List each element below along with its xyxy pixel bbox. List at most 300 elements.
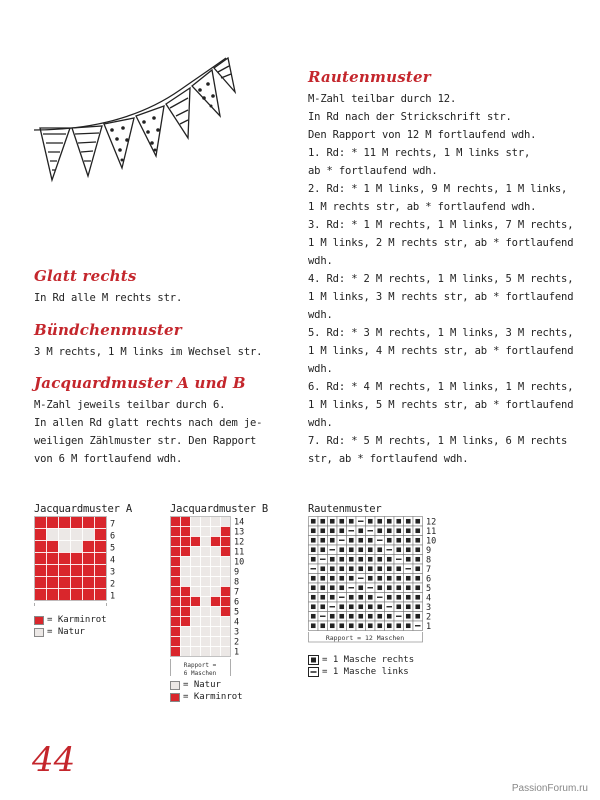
chart-b-row-label: 11 (234, 547, 245, 558)
chart-r-rechts-mark (406, 623, 411, 628)
chart-r-rechts-mark (368, 538, 373, 543)
chart-b-cell (191, 517, 201, 527)
chart-r-rechts-mark (415, 528, 420, 533)
text-line: 3. Rd: * 1 M rechts, 1 M links, 7 M rechts, (308, 219, 574, 231)
chart-b-row-label: 12 (234, 537, 245, 548)
chart-a-cell (59, 517, 71, 529)
chart-r-rechts-mark (377, 519, 382, 524)
text-line: 3 M rechts, 1 M links im Wechsel str. (34, 346, 263, 358)
chart-a-cell (95, 541, 107, 553)
chart-r-rechts-mark (358, 547, 363, 552)
chart-b-cell (221, 527, 231, 537)
legend-links-symbol (308, 667, 319, 677)
text-line: weiligen Zählmuster str. Den Rapport (34, 435, 257, 447)
rautenmuster-text (308, 90, 573, 468)
text-line: 5. Rd: * 3 M rechts, 1 M links, 3 M rechts, (308, 327, 574, 339)
legend-b-swatch-2 (170, 693, 180, 702)
chart-a-cell (35, 589, 47, 601)
chart-rautenmuster (308, 516, 478, 646)
chart-r-rechts-mark (396, 538, 401, 543)
chart-r-rechts-mark (387, 557, 392, 562)
chart-r-rechts-mark (387, 585, 392, 590)
chart-b-cell (191, 627, 201, 637)
chart-r-rechts-mark (339, 614, 344, 619)
legend-b-label-2: = Karminrot (183, 692, 243, 702)
chart-a-cell (71, 565, 83, 577)
chart-r-rechts-mark (368, 519, 373, 524)
chart-a-cell (71, 529, 83, 541)
chart-r-rechts-mark (330, 585, 335, 590)
chart-r-rechts-mark (320, 576, 325, 581)
text-line: 1. Rd: * 11 M rechts, 1 M links str, (308, 147, 531, 159)
chart-r-rechts-mark (339, 528, 344, 533)
text-line: Den Rapport von 12 M fortlaufend wdh. (308, 129, 537, 141)
chart-r-rechts-mark (320, 519, 325, 524)
chart-r-rechts-mark (358, 566, 363, 571)
chart-b-cell (171, 587, 181, 597)
chart-r-rechts-mark (406, 538, 411, 543)
chart-r-rechts-mark (377, 604, 382, 609)
chart-a-title: Jacquardmuster A (34, 503, 132, 515)
chart-r-rechts-mark (311, 557, 316, 562)
chart-b-cell (211, 597, 221, 607)
chart-b-rapport-label: Rapport = (183, 662, 217, 669)
chart-b-cell (221, 577, 231, 587)
chart-a-cell (47, 517, 59, 529)
chart-r-rechts-mark (415, 547, 420, 552)
chart-a-cell (95, 517, 107, 529)
chart-a-cell (71, 577, 83, 589)
chart-b-cell (171, 547, 181, 557)
legend-rechts-symbol (308, 655, 319, 665)
chart-r-rechts-mark (415, 538, 420, 543)
chart-r-rechts-mark (339, 585, 344, 590)
chart-r-rechts-mark (311, 528, 316, 533)
chart-r-rechts-mark (415, 585, 420, 590)
chart-r-rechts-mark (387, 595, 392, 600)
chart-r-rechts-mark (330, 557, 335, 562)
chart-r-rechts-mark (311, 623, 316, 628)
chart-r-rechts-mark (406, 585, 411, 590)
chart-a-cell (47, 589, 59, 601)
chart-b-row-label: 4 (234, 617, 240, 628)
chart-r-rechts-mark (330, 614, 335, 619)
text-line: wdh. (308, 417, 333, 429)
chart-b-cell (201, 567, 211, 577)
text-line: M-Zahl jeweils teilbar durch 6. (34, 399, 226, 411)
chart-r-rechts-mark (349, 538, 354, 543)
chart-r-row-label: 9 (426, 546, 432, 556)
chart-a-row-label: 2 (110, 579, 116, 590)
chart-a-cell (83, 553, 95, 565)
chart-r-rechts-mark (377, 547, 382, 552)
chart-b-cell (191, 537, 201, 547)
chart-r-rechts-mark (320, 595, 325, 600)
chart-jacquard-b (170, 516, 270, 676)
chart-r-rechts-mark (396, 547, 401, 552)
chart-b-cell (211, 557, 221, 567)
chart-a-cell (47, 541, 59, 553)
text-line: In Rd alle M rechts str. (34, 292, 183, 304)
chart-a-cell (47, 565, 59, 577)
chart-r-rechts-mark (377, 585, 382, 590)
chart-a-cell (35, 553, 47, 565)
chart-r-row-label: 1 (426, 622, 432, 632)
chart-r-rechts-mark (368, 576, 373, 581)
chart-a-cell (59, 577, 71, 589)
chart-r-row-label: 2 (426, 612, 432, 623)
chart-b-cell (211, 617, 221, 627)
chart-a-cell (71, 589, 83, 601)
chart-b-cell (221, 547, 231, 557)
chart-r-rechts-mark (396, 576, 401, 581)
chart-r-rechts-mark (339, 557, 344, 562)
chart-r-rechts-mark (396, 604, 401, 609)
chart-a-row-label: 3 (110, 567, 116, 578)
chart-b-title: Jacquardmuster B (170, 503, 268, 515)
chart-b-cell (171, 527, 181, 537)
chart-r-row-label: 4 (426, 593, 432, 604)
chart-a-row-label: 4 (110, 555, 116, 566)
chart-b-cell (201, 627, 211, 637)
legend-b-item-1 (170, 679, 243, 691)
chart-r-rechts-mark (377, 576, 382, 581)
buendchenmuster-text (34, 343, 262, 361)
chart-r-rechts-mark (377, 566, 382, 571)
chart-b-row-label: 6 (234, 597, 240, 608)
chart-r-rechts-mark (339, 623, 344, 628)
chart-a-cell (59, 565, 71, 577)
chart-a-cell (47, 577, 59, 589)
text-line: In Rd nach der Strickschrift str. (308, 111, 512, 123)
chart-b-cell (181, 517, 191, 527)
chart-r-rechts-mark (330, 595, 335, 600)
chart-b-cell (201, 577, 211, 587)
legend-a-label-1: = Karminrot (47, 615, 107, 625)
chart-a-cell (59, 541, 71, 553)
chart-r-title: Rautenmuster (308, 503, 382, 515)
chart-b-cell (181, 587, 191, 597)
jacquardmuster-heading: Jacquardmuster A und B (34, 374, 246, 392)
chart-b-cell (181, 527, 191, 537)
text-line: 1 M links, 4 M rechts str, ab * fortlaufend (308, 345, 574, 357)
chart-b-row-label: 10 (234, 557, 245, 568)
chart-r-rechts-mark (358, 528, 363, 533)
chart-r-rechts-mark (311, 585, 316, 590)
chart-r-row-label: 5 (426, 584, 432, 594)
chart-b-cell (211, 537, 221, 547)
chart-r-rechts-mark (406, 519, 411, 524)
text-line: wdh. (308, 309, 333, 321)
chart-b-cell (221, 597, 231, 607)
chart-b-cell (211, 607, 221, 617)
chart-r-rechts-mark (358, 623, 363, 628)
chart-r-rechts-mark (339, 604, 344, 609)
chart-a-cell (83, 565, 95, 577)
text-line: 2. Rd: * 1 M links, 9 M rechts, 1 M links, (308, 183, 568, 195)
chart-b-cell (211, 587, 221, 597)
chart-r-rechts-mark (377, 614, 382, 619)
text-line: 1 M links, 5 M rechts str, ab * fortlaufend (308, 399, 574, 411)
chart-r-rechts-mark (320, 604, 325, 609)
chart-r-rechts-mark (311, 547, 316, 552)
chart-r-rechts-mark (330, 519, 335, 524)
chart-r-rechts-mark (339, 576, 344, 581)
chart-r-rechts-mark (358, 585, 363, 590)
chart-r-rechts-mark (406, 528, 411, 533)
chart-b-cell (191, 527, 201, 537)
chart-r-rechts-mark (320, 585, 325, 590)
chart-b-cell (171, 627, 181, 637)
chart-a-cell (35, 541, 47, 553)
chart-b-cell (181, 637, 191, 647)
chart-b-cell (171, 617, 181, 627)
chart-r-rechts-mark (311, 614, 316, 619)
chart-r-rechts-mark (349, 623, 354, 628)
chart-b-cell (191, 587, 201, 597)
chart-r-rechts-mark (415, 566, 420, 571)
chart-b-cell (181, 647, 191, 657)
legend-b-swatch-1 (170, 681, 180, 690)
chart-b-cell (221, 617, 231, 627)
chart-a-cell (83, 541, 95, 553)
chart-b-row-label: 2 (234, 637, 240, 648)
chart-r-rechts-mark (396, 528, 401, 533)
chart-b-cell (211, 577, 221, 587)
text-line: 6. Rd: * 4 M rechts, 1 M links, 1 M rechts, (308, 381, 574, 393)
text-line: 1 M rechts str, ab * fortlaufend wdh. (308, 201, 537, 213)
chart-b-cell (181, 627, 191, 637)
chart-r-rechts-mark (349, 519, 354, 524)
chart-b-cell (221, 607, 231, 617)
legend-r-label-2: = 1 Masche links (322, 667, 409, 677)
chart-r-rechts-mark (311, 604, 316, 609)
buendchenmuster-heading: Bündchenmuster (34, 321, 182, 339)
chart-r-rechts-mark (330, 538, 335, 543)
chart-r-rechts-mark (415, 604, 420, 609)
chart-r-rechts-mark (387, 528, 392, 533)
chart-r-rechts-mark (349, 557, 354, 562)
chart-b-cell (171, 607, 181, 617)
chart-a-row-label: 5 (110, 543, 116, 554)
chart-b-cell (181, 537, 191, 547)
text-line: von 6 M fortlaufend wdh. (34, 453, 183, 465)
chart-r-rechts-mark (377, 528, 382, 533)
chart-a-cell (35, 565, 47, 577)
text-line: In allen Rd glatt rechts nach dem je- (34, 417, 263, 429)
chart-b-cell (221, 627, 231, 637)
chart-r-rechts-mark (396, 519, 401, 524)
chart-b-cell (201, 527, 211, 537)
chart-b-cell (201, 597, 211, 607)
chart-a-cell (95, 565, 107, 577)
chart-a-cell (71, 553, 83, 565)
chart-a-cell (59, 589, 71, 601)
chart-r-rechts-mark (368, 566, 373, 571)
chart-r-rechts-mark (387, 519, 392, 524)
legend-r-item-1 (308, 654, 414, 666)
chart-a-cell (83, 529, 95, 541)
chart-b-row-label: 1 (234, 647, 240, 658)
chart-r-rechts-mark (311, 519, 316, 524)
legend-a (34, 614, 107, 638)
chart-b-cell (201, 617, 211, 627)
chart-b-cell (221, 537, 231, 547)
chart-r-rechts-mark (330, 528, 335, 533)
chart-r-rechts-mark (415, 519, 420, 524)
chart-b-cell (211, 527, 221, 537)
legend-a-label-2: = Natur (47, 627, 85, 637)
chart-r-rechts-mark (349, 547, 354, 552)
chart-r-rechts-mark (320, 547, 325, 552)
chart-a-cell (71, 541, 83, 553)
chart-r-rechts-mark (406, 547, 411, 552)
chart-r-row-label: 11 (426, 527, 437, 537)
legend-b-label-1: = Natur (183, 680, 221, 690)
chart-a-cell (83, 577, 95, 589)
chart-r-rechts-mark (396, 566, 401, 571)
chart-b-cell (221, 567, 231, 577)
chart-r-rechts-mark (349, 566, 354, 571)
chart-r-rechts-mark (330, 566, 335, 571)
text-line: str, ab * fortlaufend wdh. (308, 453, 469, 465)
chart-b-cell (191, 607, 201, 617)
chart-b-cell (181, 547, 191, 557)
chart-b-row-label: 9 (234, 567, 240, 578)
chart-r-rechts-mark (339, 547, 344, 552)
watermark: PassionForum.ru (511, 783, 588, 794)
chart-a-cell (59, 553, 71, 565)
chart-r-rechts-mark (349, 614, 354, 619)
chart-b-cell (191, 597, 201, 607)
chart-r-rechts-mark (406, 604, 411, 609)
chart-r-rechts-mark (406, 595, 411, 600)
chart-r-rechts-mark (339, 566, 344, 571)
chart-b-cell (171, 577, 181, 587)
chart-r-rechts-mark (320, 528, 325, 533)
chart-b-cell (201, 517, 211, 527)
chart-r-rechts-mark (311, 538, 316, 543)
chart-r-rechts-mark (368, 604, 373, 609)
chart-r-rechts-mark (368, 547, 373, 552)
chart-a-cell (35, 517, 47, 529)
chart-b-row-label: 14 (234, 517, 245, 528)
chart-a-cell (71, 517, 83, 529)
chart-b-cell (181, 567, 191, 577)
chart-b-cell (221, 587, 231, 597)
chart-b-cell (211, 567, 221, 577)
text-line: M-Zahl teilbar durch 12. (308, 93, 457, 105)
chart-b-cell (201, 547, 211, 557)
chart-a-cell (95, 589, 107, 601)
chart-r-rechts-mark (415, 614, 420, 619)
chart-r-rechts-mark (358, 538, 363, 543)
bunting-illustration (30, 48, 240, 188)
chart-b-cell (201, 537, 211, 547)
chart-a-row-label: 6 (110, 531, 116, 542)
text-line: 4. Rd: * 2 M rechts, 1 M links, 5 M rechts, (308, 273, 574, 285)
chart-r-rechts-mark (368, 623, 373, 628)
chart-r-rechts-mark (406, 614, 411, 619)
chart-r-rechts-mark (415, 595, 420, 600)
chart-r-rechts-mark (387, 614, 392, 619)
chart-b-cell (171, 637, 181, 647)
chart-r-row-label: 6 (426, 574, 432, 585)
page-number: 44 (32, 740, 76, 780)
legend-r-item-2 (308, 666, 414, 678)
chart-a-cell (83, 589, 95, 601)
chart-r-rechts-mark (349, 604, 354, 609)
chart-a-cell (83, 517, 95, 529)
chart-b-cell (191, 617, 201, 627)
chart-b-cell (211, 647, 221, 657)
chart-b-cell (201, 587, 211, 597)
chart-b-cell (201, 647, 211, 657)
chart-b-cell (171, 517, 181, 527)
chart-r-rechts-mark (368, 614, 373, 619)
chart-r-rechts-mark (358, 557, 363, 562)
chart-r-rechts-mark (377, 557, 382, 562)
text-line: wdh. (308, 363, 333, 375)
chart-b-cell (201, 607, 211, 617)
chart-b-cell (171, 557, 181, 567)
jacquardmuster-text (34, 396, 262, 468)
chart-a-cell (47, 553, 59, 565)
chart-r-rechts-mark (368, 595, 373, 600)
chart-b-cell (181, 557, 191, 567)
legend-a-swatch-1 (34, 616, 44, 625)
legend-b (170, 679, 243, 703)
chart-r-rechts-mark (311, 595, 316, 600)
text-line: ab * fortlaufend wdh. (308, 165, 438, 177)
chart-r-rapport-label: Rapport = 12 Maschen (325, 634, 405, 642)
chart-jacquard-a (34, 516, 134, 606)
chart-b-cell (211, 547, 221, 557)
legend-r (308, 654, 414, 678)
chart-r-rechts-mark (368, 557, 373, 562)
rautenmuster-heading: Rautenmuster (308, 68, 431, 86)
chart-r-rechts-mark (406, 557, 411, 562)
chart-b-cell (171, 567, 181, 577)
chart-r-rechts-mark (339, 519, 344, 524)
chart-b-cell (181, 597, 191, 607)
chart-r-rechts-mark (358, 595, 363, 600)
chart-r-rechts-mark (387, 538, 392, 543)
chart-b-rapport-label: 6 Maschen (183, 670, 217, 676)
chart-r-rechts-mark (358, 604, 363, 609)
chart-r-row-label: 8 (426, 555, 432, 566)
chart-r-row-label: 3 (426, 603, 432, 613)
chart-b-row-label: 13 (234, 527, 245, 538)
chart-r-rechts-mark (330, 576, 335, 581)
chart-b-cell (201, 637, 211, 647)
chart-b-cell (221, 517, 231, 527)
chart-b-cell (211, 627, 221, 637)
glatt-rechts-text (34, 289, 182, 307)
legend-a-swatch-2 (34, 628, 44, 637)
chart-b-cell (221, 637, 231, 647)
chart-r-rechts-mark (349, 595, 354, 600)
chart-r-rechts-mark (396, 623, 401, 628)
chart-a-cell (35, 577, 47, 589)
chart-b-cell (221, 647, 231, 657)
chart-a-cell (59, 529, 71, 541)
text-line: wdh. (308, 255, 333, 267)
chart-r-rechts-mark (349, 576, 354, 581)
chart-a-row-label: 1 (110, 591, 116, 602)
chart-b-row-label: 8 (234, 577, 240, 588)
chart-r-rechts-mark (320, 538, 325, 543)
